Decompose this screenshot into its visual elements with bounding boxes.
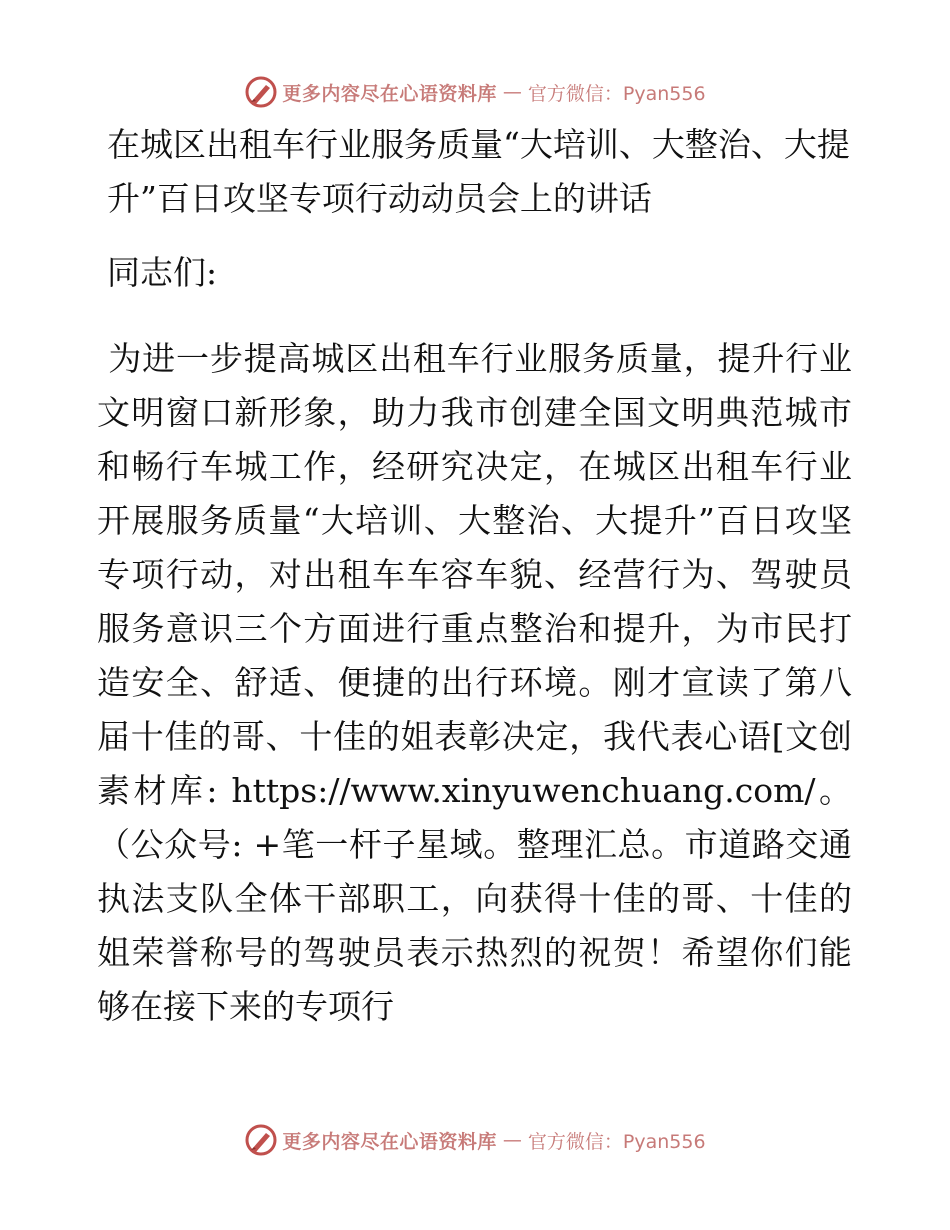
header-watermark-banner [0,72,950,112]
document-body [97,118,852,1034]
footer-separator: — [502,1129,522,1151]
footer-wechat-text: 官方微信：Pyan556 [527,1130,706,1153]
document-greeting: 同志们: [107,253,218,292]
header-brand-text: 更多内容尽在心语资料库 [282,82,497,105]
document-paragraph [97,332,852,1034]
header-wechat-text: 官方微信：Pyan556 [527,82,706,105]
document-title: 在城区出租车行业服务质量“大培训、大整治、大提升”百日攻坚专项行动动员会上的讲话 [107,125,850,218]
footer-brand-text: 更多内容尽在心语资料库 [282,1130,497,1153]
header-separator: — [502,81,522,103]
pen-logo-icon [244,75,278,109]
pen-logo-icon [244,1123,278,1157]
paragraph-text: 为进一步提高城区出租车行业服务质量，提升行业文明窗口新形象，助力我市创建全国文明典范城市和畅行车城工作，经研究决定，在城区出租车行业开展服务质量“大培训、大整治、大提升”百日攻坚专项行动，对出租车车容车貌、经营行为、驾驶员服务意识三个方面进行重点整治和提升，为市民打造安全、舒适、便捷的出行环境。刚才宣读了第八届十佳的哥、十佳的姐表彰决定，我代表心语[文创素材库: https://www.xinyuwenchuang.com/。（公众号: +笔一杆子星域。整理汇总。市道路交通执法支队全体干部职工，向获得十佳的哥、十佳的姐荣誉称号的驾驶员表示热烈的祝贺！希望你们能够在接下来的专项行 [97,339,853,1026]
footer-watermark-banner [0,1120,950,1160]
